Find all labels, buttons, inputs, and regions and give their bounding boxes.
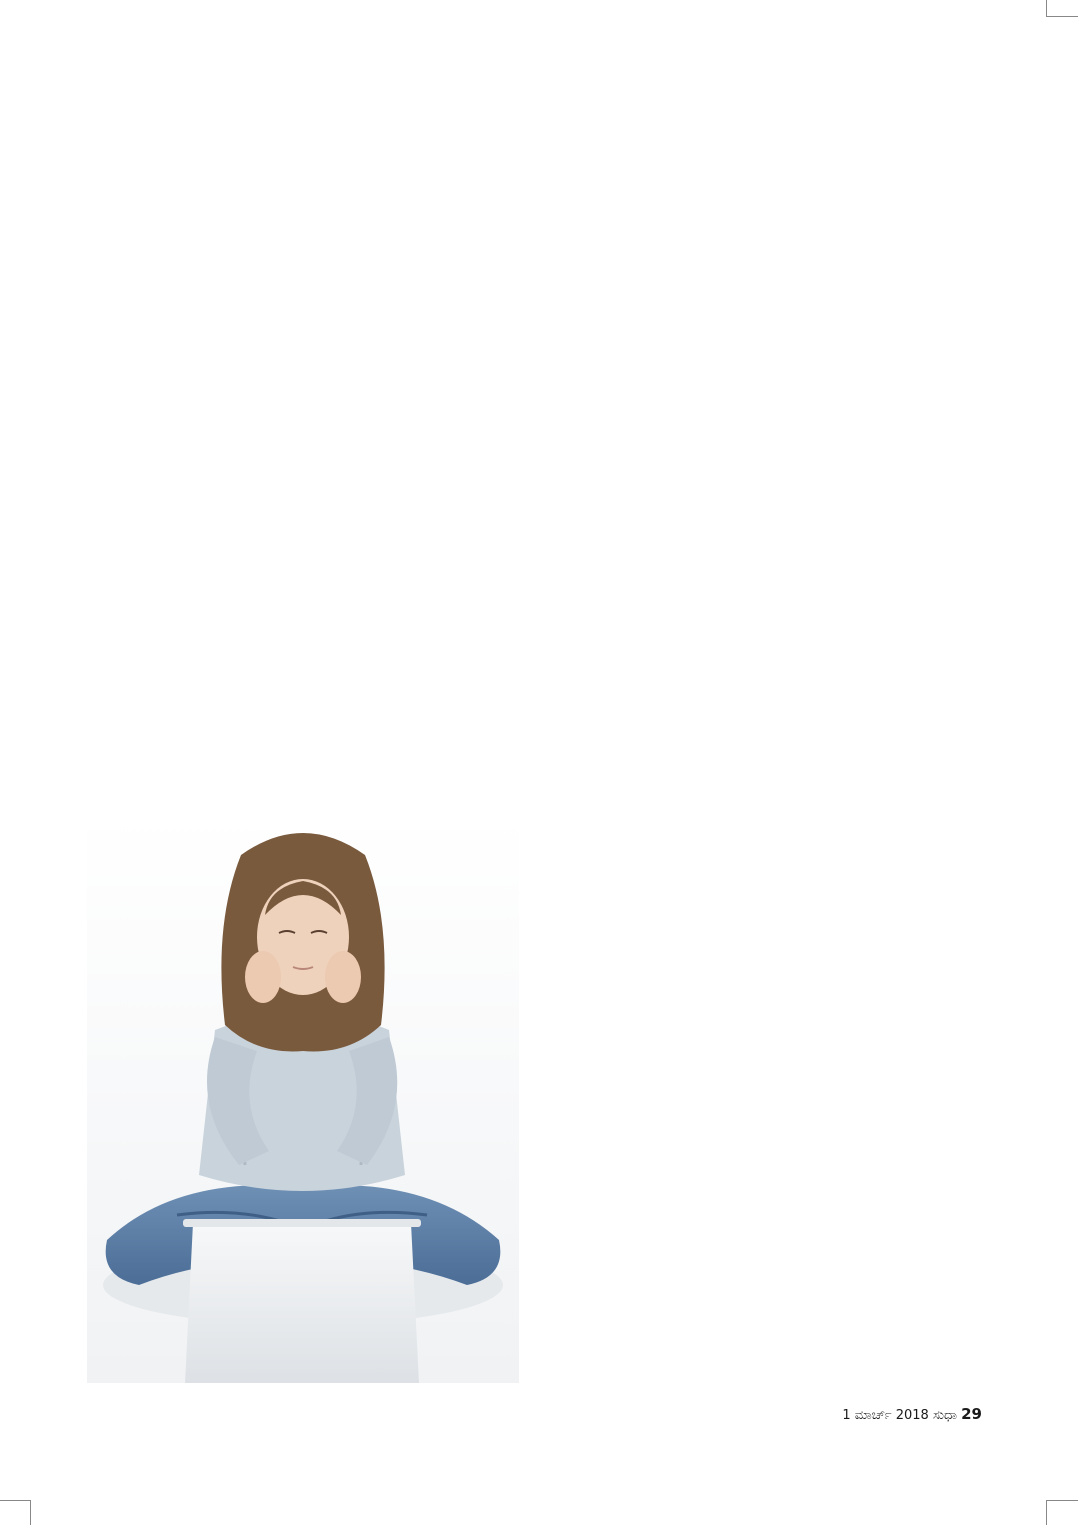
body-paragraph <box>538 577 983 601</box>
body-paragraph <box>538 291 983 315</box>
left-column <box>87 101 521 315</box>
section-heading-external-causes <box>87 161 521 185</box>
list-item <box>105 243 521 267</box>
intro-paragraph <box>87 101 521 125</box>
body-paragraph <box>538 315 983 339</box>
crop-mark <box>30 1500 31 1525</box>
page-number: 29 <box>961 1405 982 1423</box>
body-paragraph <box>538 243 983 267</box>
crop-mark <box>1046 1500 1047 1525</box>
body-paragraph <box>538 625 983 649</box>
magazine-name: ಸುಧಾ <box>932 1408 957 1423</box>
author-byline <box>538 663 983 687</box>
body-paragraph <box>538 601 983 625</box>
crop-mark <box>1046 0 1047 16</box>
crop-mark <box>0 1500 30 1501</box>
body-paragraph <box>538 267 983 291</box>
right-column <box>538 101 983 687</box>
body-paragraph <box>538 457 983 481</box>
opening-list <box>538 101 983 197</box>
list-item <box>556 101 983 125</box>
body-paragraph <box>538 409 983 433</box>
list-item <box>556 173 983 197</box>
crop-mark <box>1046 16 1078 17</box>
list-item <box>105 291 521 315</box>
issue-date: 1 ಮಾರ್ಚ್ 2018 <box>842 1408 929 1423</box>
section-heading-internal-causes <box>538 209 983 233</box>
article-photo <box>87 815 519 1383</box>
list-item <box>105 267 521 291</box>
body-paragraph <box>538 529 983 553</box>
body-paragraph <box>538 481 983 505</box>
list-item <box>556 125 983 149</box>
list-item <box>556 149 983 173</box>
crop-mark <box>1046 1500 1078 1501</box>
section-heading-treatment <box>538 375 983 399</box>
body-paragraph <box>538 339 983 363</box>
body-paragraph <box>87 125 521 149</box>
body-paragraph <box>538 553 983 577</box>
list-item <box>105 219 521 243</box>
external-causes-list <box>87 195 521 315</box>
page-folio <box>842 1405 982 1423</box>
list-item <box>105 195 521 219</box>
girl-with-laptop-illustration <box>87 815 519 1383</box>
body-paragraph <box>538 433 983 457</box>
body-paragraph <box>538 505 983 529</box>
